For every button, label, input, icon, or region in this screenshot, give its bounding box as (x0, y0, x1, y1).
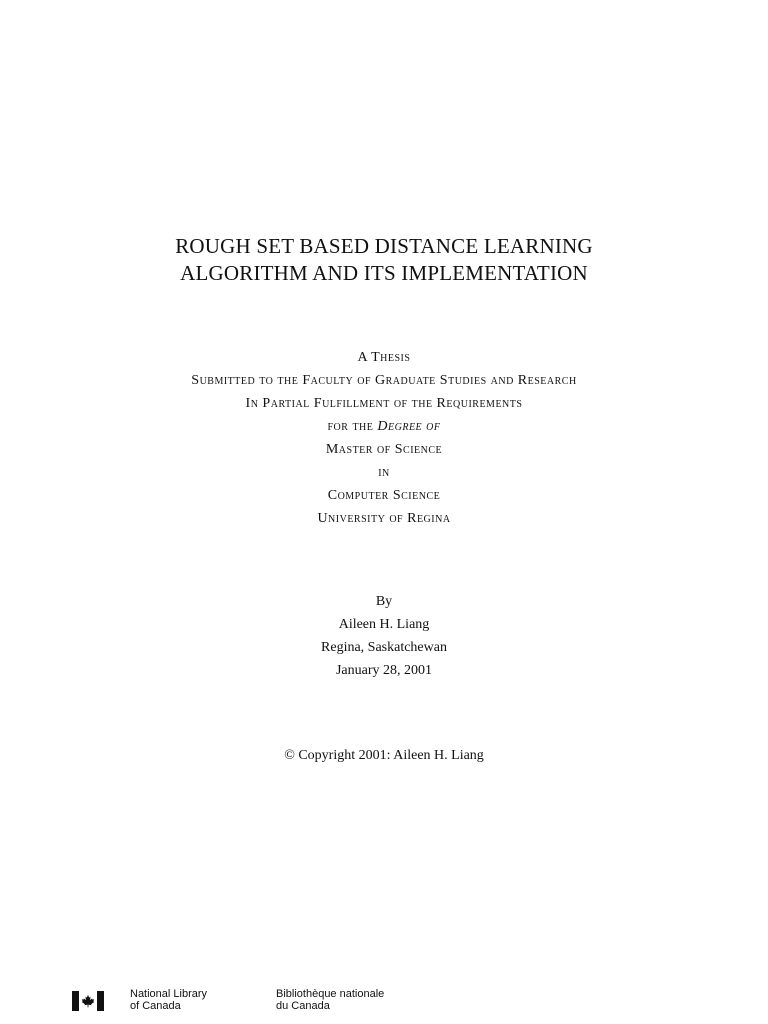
degree-prefix: for the (327, 419, 378, 434)
partial-fulfillment: In Partial Fulfillment of the Requirements (245, 396, 523, 411)
library-name-french-line-1: Bibliothèque nationale (276, 988, 385, 1000)
library-name-english-line-1: National Library (130, 988, 208, 1000)
library-footer (72, 988, 384, 1018)
library-name-french (276, 988, 384, 1012)
university-name: University of Regina (317, 511, 451, 526)
title-line-1: ROUGH SET BASED DISTANCE LEARNING (175, 234, 593, 258)
copyright-block (0, 744, 768, 767)
copyright-notice: © Copyright 2001: Aileen H. Liang (284, 748, 484, 763)
by-label: By (375, 594, 393, 609)
library-name-english (130, 988, 250, 1012)
author-name: Aileen H. Liang (338, 617, 430, 632)
author-block (0, 590, 768, 682)
thesis-title (0, 233, 768, 287)
title-line-2: ALGORITHM AND ITS IMPLEMENTATION (180, 261, 588, 285)
submission-date: January 28, 2001 (335, 663, 433, 678)
field-of-study: Computer Science (327, 488, 441, 503)
degree-name: Master of Science (325, 442, 443, 457)
submission-statement (0, 346, 768, 530)
author-location: Regina, Saskatchewan (321, 640, 447, 655)
in-word: in (378, 465, 390, 480)
library-name-english-line-2: of Canada (130, 1000, 181, 1012)
canada-flag-icon (72, 990, 104, 1012)
degree-italic: Degree of (377, 419, 441, 434)
thesis-label: A Thesis (357, 350, 411, 365)
submitted-to: Submitted to the Faculty of Graduate Studies and Research (191, 373, 577, 388)
library-name-french-line-2: du Canada (276, 1000, 330, 1012)
degree-line (0, 415, 768, 438)
